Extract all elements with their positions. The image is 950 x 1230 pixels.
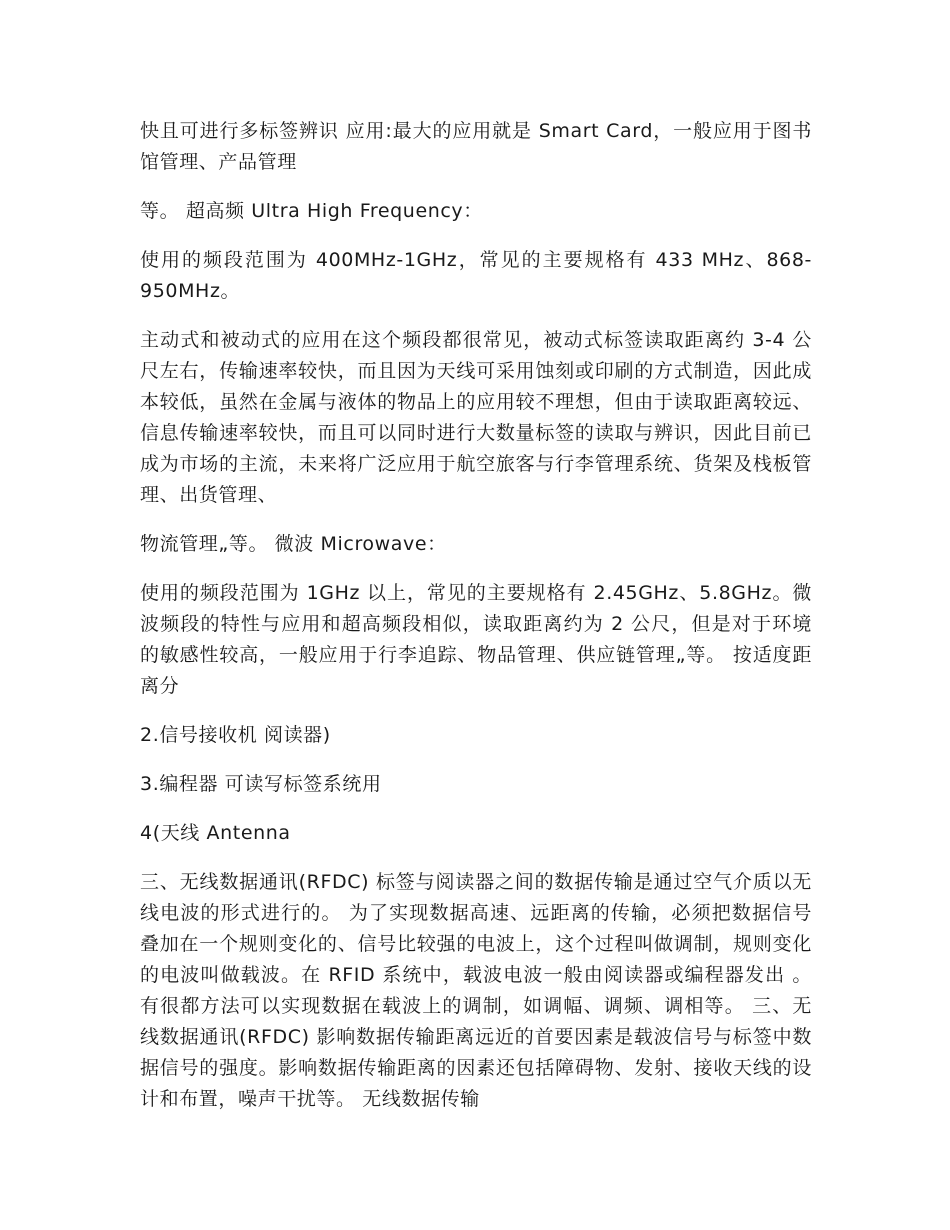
document-page (140, 116, 812, 1133)
paragraph-uhf-description: 主动式和被动式的应用在这个频段都很常见，被动式标签读取距离约 3-4 公尺左右，传输速率较快，而且因为天线可采用蚀刻或印刷的方式制造，因此成本较低，虽然在金属与液体的物品上的应用较不理想，但由于读取距离较远、信息传输速率较快，而且可以同时进行大数量标签的读取与辨识，因此目前已成为市场的主流，未来将广泛应用于航空旅客与行李管理系统、货架及栈板管理、出货管理、 (140, 329, 812, 506)
paragraph-hf-applications: 快且可进行多标签辨识 应用:最大的应用就是 Smart Card，一般应用于图书馆管理、产品管理 (140, 120, 812, 173)
paragraph-uhf-frequency-range: 使用的频段范围为 400MHz-1GHz，常见的主要规格有 433 MHz、868-950MHz。 (140, 249, 812, 302)
list-item-receiver: 2.信号接收机 阅读器) (140, 724, 331, 746)
list-item-antenna: 4(天线 Antenna (140, 822, 291, 844)
paragraph-uhf-heading: 等。 超高频 Ultra High Frequency： (140, 200, 483, 222)
paragraph-microwave-heading: 物流管理„等。 微波 Microwave： (140, 533, 447, 555)
paragraph-microwave-description: 使用的频段范围为 1GHz 以上，常见的主要规格有 2.45GHz、5.8GHz。微波频段的特性与应用和超高频段相似，读取距离约为 2 公尺，但是对于环境的敏感性较高，一般应用于行李追踪、物品管理、供应链管理„等。 按适度距离分 (140, 582, 812, 697)
paragraph-rfdc: 三、无线数据通讯(RFDC) 标签与阅读器之间的数据传输是通过空气介质以无线电波的形式进行的。 为了实现数据高速、远距离的传输，必须把数据信号叠加在一个规则变化的、信号比较强的电波上，这个过程叫做调制，规则变化的电波叫做载波。在 RFID 系统中，载波电波一般由阅读器或编程器发出 。 有很都方法可以实现数据在载波上的调制，如调幅、调频、调相等。 三、无线数据通讯(RFDC) 影响数据传输距离远近的首要因素是载波信号与标签中数据信号的强度。影响数据传输距离的因素还包括障碍物、发射、接收天线的设计和布置，噪声干扰等。 无线数据传输 (140, 871, 812, 1110)
list-item-programmer: 3.编程器 可读写标签系统用 (140, 773, 382, 795)
